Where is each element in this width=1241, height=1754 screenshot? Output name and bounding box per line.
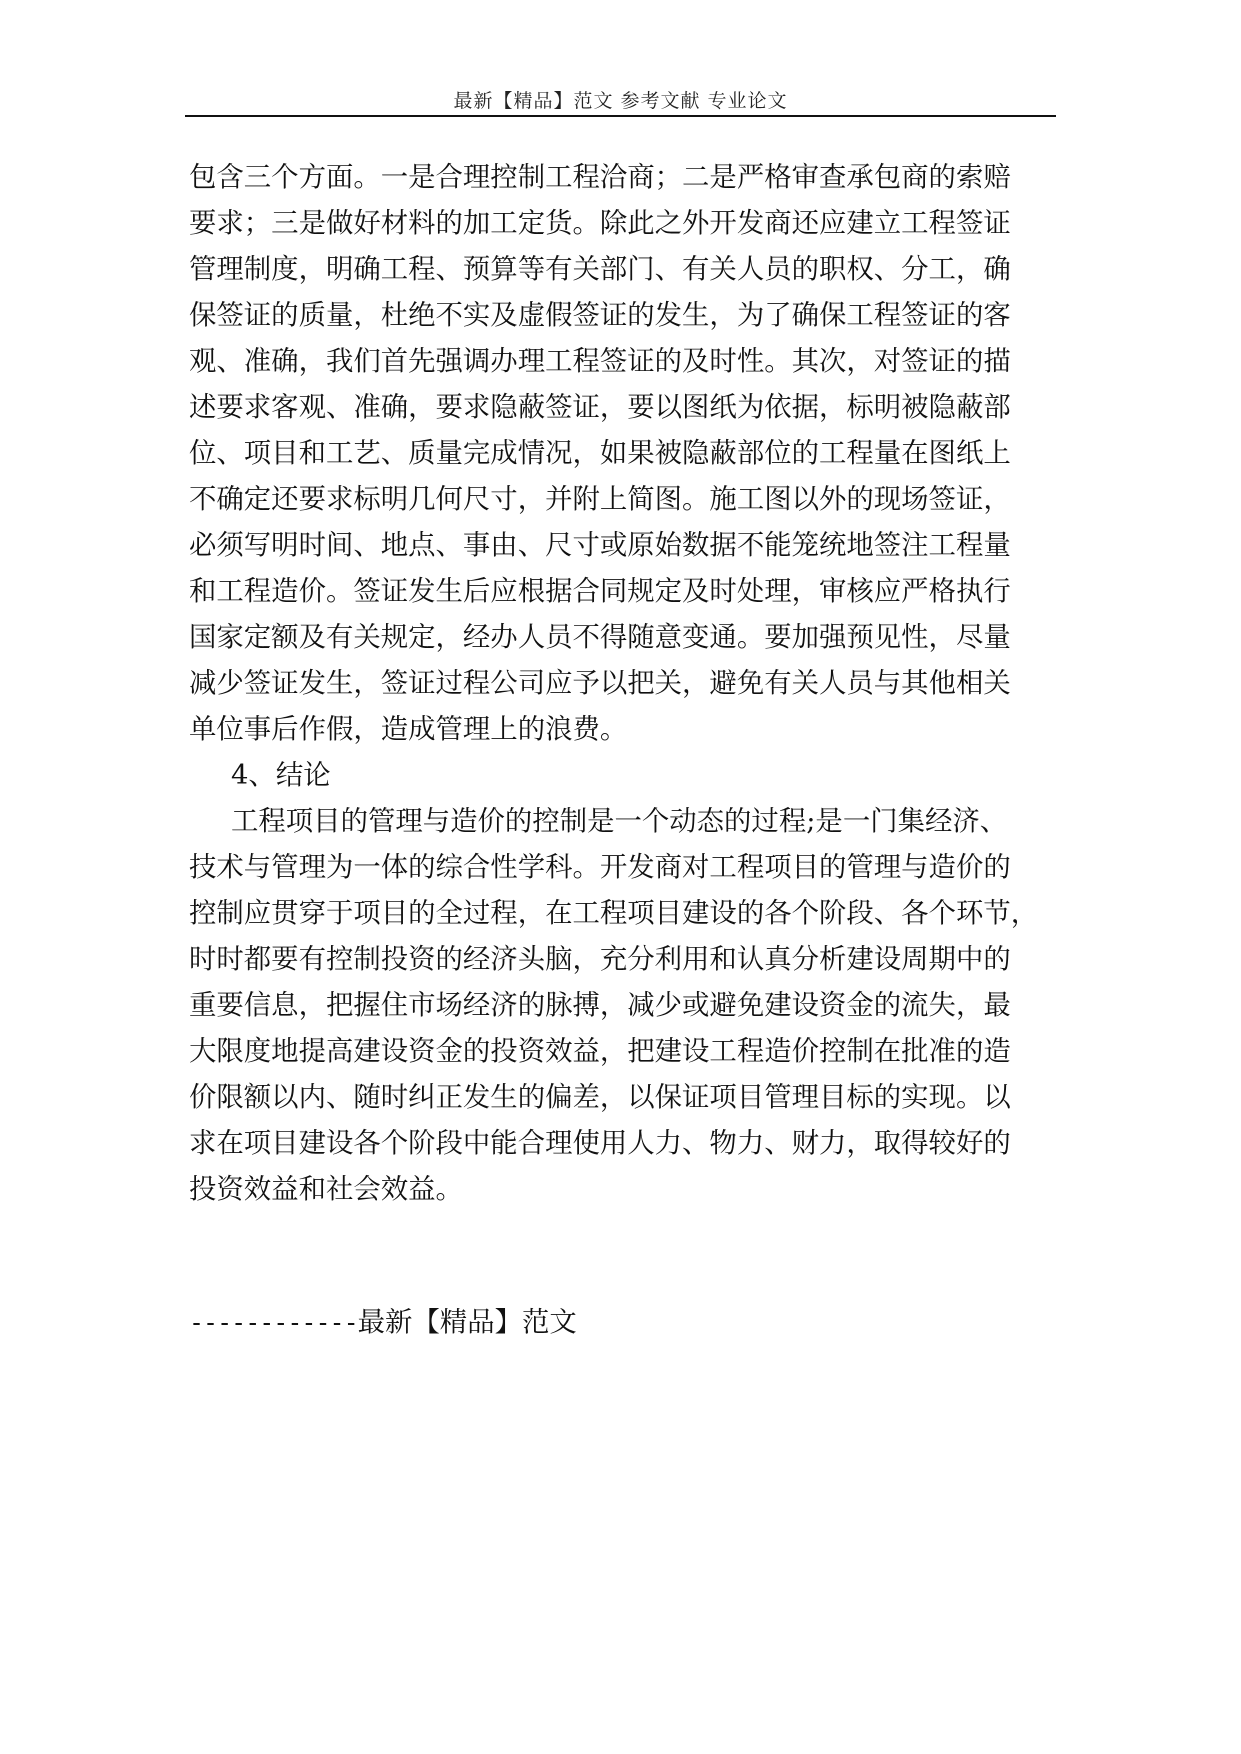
body-line: 要求；三是做好材料的加工定货。除此之外开发商还应建立工程签证 [189, 208, 1011, 239]
conclusion-line: 控制应贯穿于项目的全过程，在工程项目建设的各个阶段、各个环节， [189, 898, 1039, 929]
footer-text: 最新【精品】范文 [357, 1307, 577, 1338]
body-line: 保签证的质量，杜绝不实及虚假签证的发生，为了确保工程签证的客 [189, 300, 1011, 331]
conclusion-line: 工程项目的管理与造价的控制是一个动态的过程;是一门集经济、 [231, 806, 1008, 837]
page-header: 最新【精品】范文 参考文献 专业论文 [453, 90, 788, 112]
body-line: 包含三个方面。一是合理控制工程洽商；二是严格审查承包商的索赔 [189, 162, 1011, 193]
conclusion-line: 技术与管理为一体的综合性学科。开发商对工程项目的管理与造价的 [189, 852, 1011, 883]
body-line: 位、项目和工艺、质量完成情况，如果被隐蔽部位的工程量在图纸上 [189, 438, 1011, 469]
body-line: 管理制度，明确工程、预算等有关部门、有关人员的职权、分工，确 [189, 254, 1011, 285]
conclusion-line: 求在项目建设各个阶段中能合理使用人力、物力、财力，取得较好的 [189, 1128, 1011, 1159]
conclusion-line: 时时都要有控制投资的经济头脑，充分利用和认真分析建设周期中的 [189, 944, 1011, 975]
section-heading: 4、结论 [231, 760, 331, 791]
header-divider [185, 115, 1056, 117]
body-line: 和工程造价。签证发生后应根据合同规定及时处理，审核应严格执行 [189, 576, 1011, 607]
body-line: 述要求客观、准确，要求隐蔽签证，要以图纸为依据，标明被隐蔽部 [189, 392, 1011, 423]
page-footer [189, 1300, 577, 1346]
body-line: 单位事后作假，造成管理上的浪费。 [189, 714, 628, 745]
body-line: 不确定还要求标明几何尺寸，并附上简图。施工图以外的现场签证， [189, 484, 1011, 515]
conclusion-line: 价限额以内、随时纠正发生的偏差，以保证项目管理目标的实现。以 [189, 1082, 1011, 1113]
conclusion-line: 重要信息，把握住市场经济的脉搏，减少或避免建设资金的流失，最 [189, 990, 1011, 1021]
conclusion-line: 投资效益和社会效益。 [189, 1174, 463, 1205]
document-body [189, 155, 1069, 1213]
body-line: 必须写明时间、地点、事由、尺寸或原始数据不能笼统地签注工程量 [189, 530, 1011, 561]
body-line: 观、准确，我们首先强调办理工程签证的及时性。其次，对签证的描 [189, 346, 1011, 377]
body-line: 国家定额及有关规定，经办人员不得随意变通。要加强预见性，尽量 [189, 622, 1011, 653]
body-line: 减少签证发生，签证过程公司应予以把关，避免有关人员与其他相关 [189, 668, 1011, 699]
conclusion-line: 大限度地提高建设资金的投资效益，把建设工程造价控制在批准的造 [189, 1036, 1011, 1067]
footer-dashes: ------------ [189, 1308, 358, 1337]
